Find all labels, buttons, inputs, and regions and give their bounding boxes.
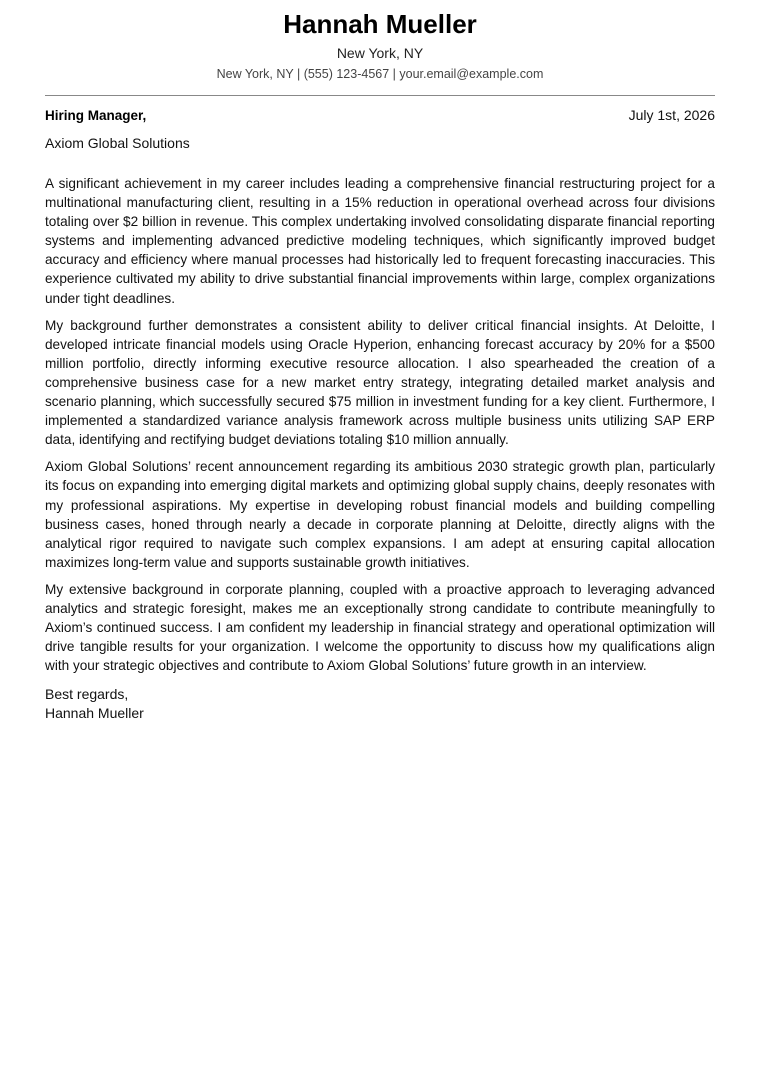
company-name: Axiom Global Solutions: [45, 135, 190, 151]
letter-body: [45, 174, 715, 675]
closing-phrase: Best regards,: [45, 686, 129, 703]
header-divider: [45, 95, 715, 96]
body-paragraph: My background further demonstrates a consistent ability to deliver critical financial insights. At Deloitte, I developed intricate financial models using Oracle Hyperion, enhancing forecast accuracy by 20% for a $500 million portfolio, directly informing executive resource allocation. I also spearheaded the creation of a comprehensive business case for a new market entry strategy, integrating detailed market analysis and scenario planning, which successfully secured $75 million in investment funding for a key client. Furthermore, I implemented a standardized variance analysis framework across multiple business units utilizing SAP ERP data, identifying and rectifying budget deviations totaling $10 million annually.: [45, 317, 715, 448]
body-paragraph: Axiom Global Solutions’ recent announcement regarding its ambitious 2030 strategic growth plan, particularly its focus on expanding into emerging digital markets and optimizing global supply chains, deeply resonates with my professional aspirations. My expertise in developing robust financial models and building compelling business cases, honed through nearly a decade in corporate planning at Deloitte, directly aligns with the analytical rigor required to navigate such complex expansions. I am adept at ensuring capital allocation maximizes long-term value and supports sustainable growth initiatives.: [45, 459, 715, 570]
body-paragraph: A significant achievement in my career includes leading a comprehensive financial restructuring project for a multinational manufacturing client, resulting in a 15% reduction in operational overhead across four divisions totaling over $2 billion in revenue. This complex undertaking involved consolidating disparate financial reporting systems and implementing advanced predictive modeling techniques, which significantly improved budget accuracy and efficiency where manual processes had historically led to frequent forecasting inaccuracies. This experience cultivated my ability to drive substantial financial improvements within large, complex organizations under tight deadlines.: [45, 176, 715, 306]
recipient-salutation: Hiring Manager,: [45, 108, 147, 123]
recipient-date-row: [45, 106, 715, 125]
body-paragraph: My extensive background in corporate planning, coupled with a proactive approach to leveraging advanced analytics and strategic foresight, makes me an exceptionally strong candidate to contribute meaningfully to Axiom’s continued success. I am confident my leadership in financial strategy and operational optimization will drive tangible results for your organization. I welcome the opportunity to discuss how my qualifications align with your strategic objectives and contribute to Axiom Global Solutions’ future growth in an interview.: [45, 581, 715, 674]
applicant-location: New York, NY: [336, 45, 424, 61]
letter-date: July 1st, 2026: [628, 107, 715, 123]
contact-line: New York, NY | (555) 123-4567 | your.email@example.com: [216, 67, 544, 81]
signature-name: Hannah Mueller: [45, 705, 144, 722]
letter-closing: [45, 685, 715, 723]
letter-header: [45, 0, 715, 82]
applicant-name: Hannah Mueller: [283, 9, 477, 39]
